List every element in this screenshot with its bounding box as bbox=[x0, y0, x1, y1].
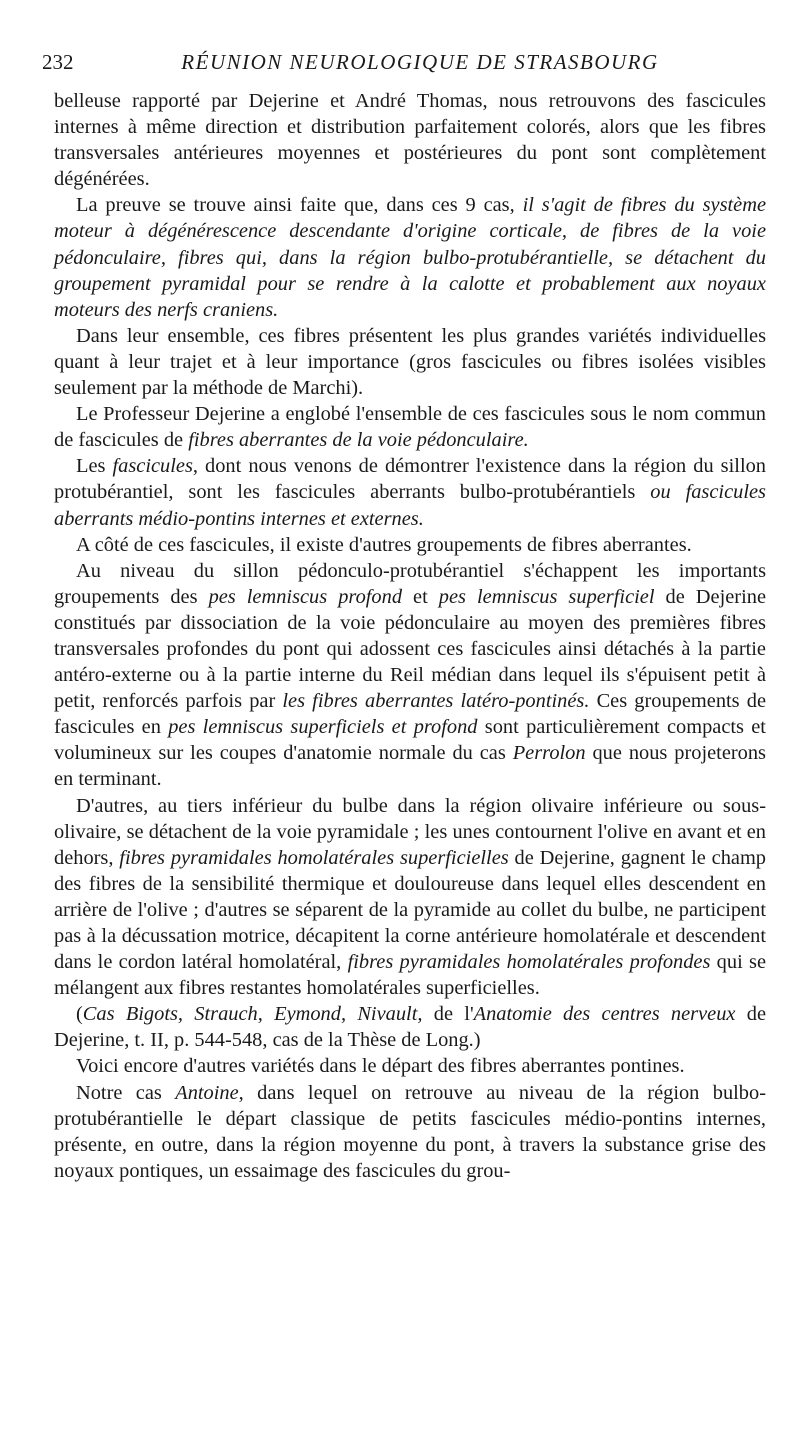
text-run: que nous projeterons en terminant. bbox=[54, 742, 766, 791]
italic-run: fibres pyramidales homolatérales profondes bbox=[347, 951, 711, 974]
italic-run: Cas Bigots, Strauch, Eymond, Nivault, bbox=[82, 1003, 423, 1026]
text-run: de Dejerine, t. II, p. 544-548, cas de la Thèse de Long.) bbox=[54, 1003, 766, 1052]
text-run: , dont nous venons de démontrer l'existence dans la région du sillon protubérantiel, sont les fascicules aberrants bulbo-protubérantiels bbox=[54, 455, 767, 504]
paragraph bbox=[54, 558, 766, 793]
text-run: Le Professeur Dejerine a englobé l'ensemble de ces fascicules sous le nom commun de fascicules de bbox=[54, 403, 766, 452]
text-run: Ces groupements de fascicules en bbox=[54, 690, 767, 739]
text-run: A côté de ces fascicules, il existe d'autres groupements de fibres aberrantes. bbox=[76, 533, 692, 556]
text-run: Dans leur ensemble, ces fibres présentent les plus grandes variétés individuelles quant à leur trajet et à leur importance (gros fascicules ou fibres isolées visibles seulement par la méthode de Marchi). bbox=[54, 324, 766, 400]
italic-run: fibres aberrantes de la voie pédonculaire. bbox=[188, 429, 529, 452]
text-run: de l' bbox=[422, 1003, 474, 1026]
text-run: et bbox=[402, 585, 439, 608]
italic-run: il s'agit de fibres du système moteur à dégénérescence descendante d'origine corticale, de fibres de la voie pédonculaire, fibres qui, dans la région bulbo-protubérantielle, se détachent du groupement pyramidal pour se rendre à la calotte et probablement aux noyaux moteurs des nerfs craniens. bbox=[54, 194, 767, 321]
italic-run: pes lemniscus superficiel bbox=[438, 585, 655, 608]
running-title: RÉUNION NEUROLOGIQUE DE STRASBOURG bbox=[181, 50, 659, 74]
paragraph bbox=[54, 793, 766, 1002]
italic-run: fibres pyramidales homolatérales superficielles bbox=[119, 846, 509, 869]
text-run: D'autres, au tiers inférieur du bulbe dans la région olivaire inférieure ou sous-olivaire, se détachent de la voie pyramidale ; les unes contournent l'olive en avant et en dehors, bbox=[54, 794, 766, 869]
italic-run: pes lemniscus superficiels et profond bbox=[168, 716, 478, 739]
paragraph bbox=[54, 88, 766, 192]
paragraph bbox=[54, 532, 766, 558]
italic-run: fascicules bbox=[112, 455, 193, 478]
text-run: de Dejerine constitués par dissociation de la voie pédonculaire au moyen des premières fibres transversales profondes du pont qui adossent ces fascicules ainsi détachés à la partie antéro-externe ou à la partie interne du Reil médian dans lequel ils s'épuisent petit à petit, renforcés parfois par bbox=[54, 585, 766, 713]
text-run: La preuve se trouve ainsi faite que, dans ces 9 cas, bbox=[76, 194, 523, 217]
paragraph bbox=[54, 323, 766, 401]
text-run: de Dejerine, gagnent le champ des fibres de la sensibilité thermique et douloureuse dans lequel elles descendent en arrière de l'olive ; d'autres se séparent de la pyramide au collet du bulbe, ne participent pas à la décussation motrice, décapitent la corne antérieure homolatérale et descendent dans le cordon latéral homolatéral, bbox=[54, 846, 766, 974]
body-text bbox=[54, 88, 766, 1184]
paragraph bbox=[54, 1001, 766, 1053]
italic-run: Perrolon bbox=[512, 742, 586, 765]
paragraph bbox=[54, 1080, 766, 1184]
italic-run: ou fascicules aberrants médio-pontins internes et externes. bbox=[54, 481, 766, 530]
text-run: ( bbox=[76, 1003, 83, 1026]
italic-run: Anatomie des centres nerveux bbox=[473, 1003, 736, 1026]
text-run: Notre cas bbox=[76, 1081, 176, 1104]
text-run: Au niveau du sillon pédonculo-protubérantiel s'échappent les importants groupements des bbox=[54, 559, 766, 608]
paragraph bbox=[54, 401, 766, 453]
paragraph bbox=[54, 453, 766, 531]
text-run: , dans lequel on retrouve au niveau de la région bulbo-protubérantielle le départ classique de petits fascicules médio-pontins internes, présente, en outre, dans la région moyenne du pont, à travers la substance grise des noyaux pontiques, un essaimage des fascicules du grou- bbox=[54, 1081, 766, 1182]
paragraph bbox=[54, 192, 766, 322]
page-number: 232 bbox=[42, 50, 74, 74]
italic-run: pes lemniscus profond bbox=[208, 585, 403, 608]
paragraph bbox=[54, 1053, 766, 1079]
italic-run: Antoine bbox=[175, 1081, 239, 1104]
text-run: Voici encore d'autres variétés dans le départ des fibres aberrantes pontines. bbox=[76, 1055, 685, 1078]
text-run: qui se mélangent aux fibres restantes homolatérales superficielles. bbox=[54, 951, 766, 1000]
text-run: Les bbox=[76, 455, 113, 478]
italic-run: les fibres aberrantes latéro-pontinés. bbox=[282, 690, 590, 713]
text-run: belleuse rapporté par Dejerine et André Thomas, nous retrouvons des fascicules internes à même direction et distribution parfaitement colorés, alors que les fibres transversales antérieures moyennes et postérieures du pont sont complètement dégénérées. bbox=[54, 90, 766, 191]
text-run: sont particulièrement compacts et volumineux sur les coupes d'anatomie normale du cas bbox=[54, 716, 766, 765]
running-header bbox=[42, 50, 758, 80]
